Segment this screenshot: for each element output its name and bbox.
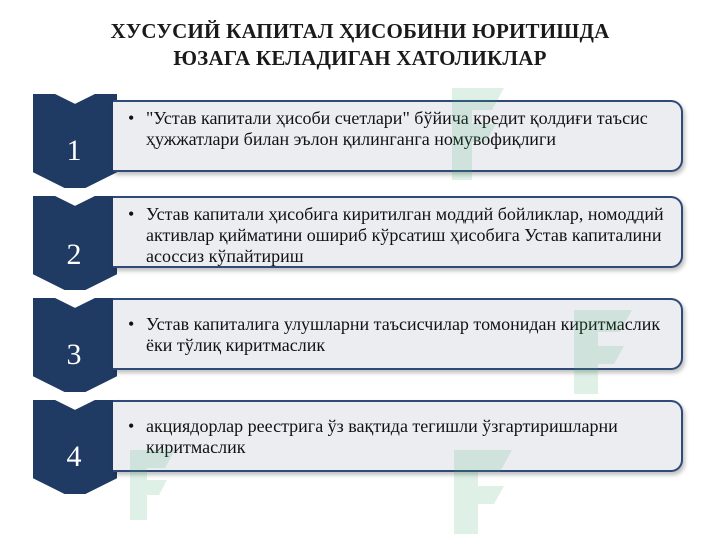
step-row-3 (0, 298, 720, 392)
title-line-1: ХУСУСИЙ КАПИТАЛ ҲИСОБИНИ ЮРИТИШДА (110, 19, 610, 43)
step-3-number: 3 (66, 338, 82, 371)
step-2-text (128, 204, 678, 267)
step-3-text (128, 314, 678, 356)
step-1-number: 1 (66, 134, 82, 167)
bullet-marker: • (128, 204, 135, 224)
step-4-text (128, 416, 678, 458)
title-line-2: ЮЗАГА КЕЛАДИГАН ХАТОЛИКЛАР (173, 46, 547, 70)
step-3-label: Устав капиталига улушларни таъсисчилар томонидан киритмаслик ёки тўлиқ киритмаслик (146, 314, 661, 355)
step-row-4 (0, 400, 720, 494)
step-4-number: 4 (66, 440, 82, 473)
page-title (0, 18, 720, 72)
bullet-marker: • (128, 314, 135, 334)
bullet-marker: • (128, 416, 135, 436)
step-row-1 (0, 94, 720, 188)
step-1-text (128, 108, 678, 150)
step-1-label: "Устав капитали ҳисоби счетлари" бўйича кредит қолдиғи таъсис ҳужжатлари билан эълон қилинганга номувофиқлиги (146, 108, 648, 149)
step-2-label: Устав капитали ҳисобига киритилган моддий бойликлар, номоддий активлар қийматини ошириб кўрсатиш ҳисобига Устав капиталини асоссиз кўпайтириш (146, 204, 664, 266)
step-row-2 (0, 196, 720, 290)
step-2-number: 2 (66, 238, 82, 271)
bullet-marker: • (128, 108, 135, 128)
step-4-label: акциядорлар реестрига ўз вақтида тегишли ўзгартиришларни киритмаслик (146, 416, 618, 457)
